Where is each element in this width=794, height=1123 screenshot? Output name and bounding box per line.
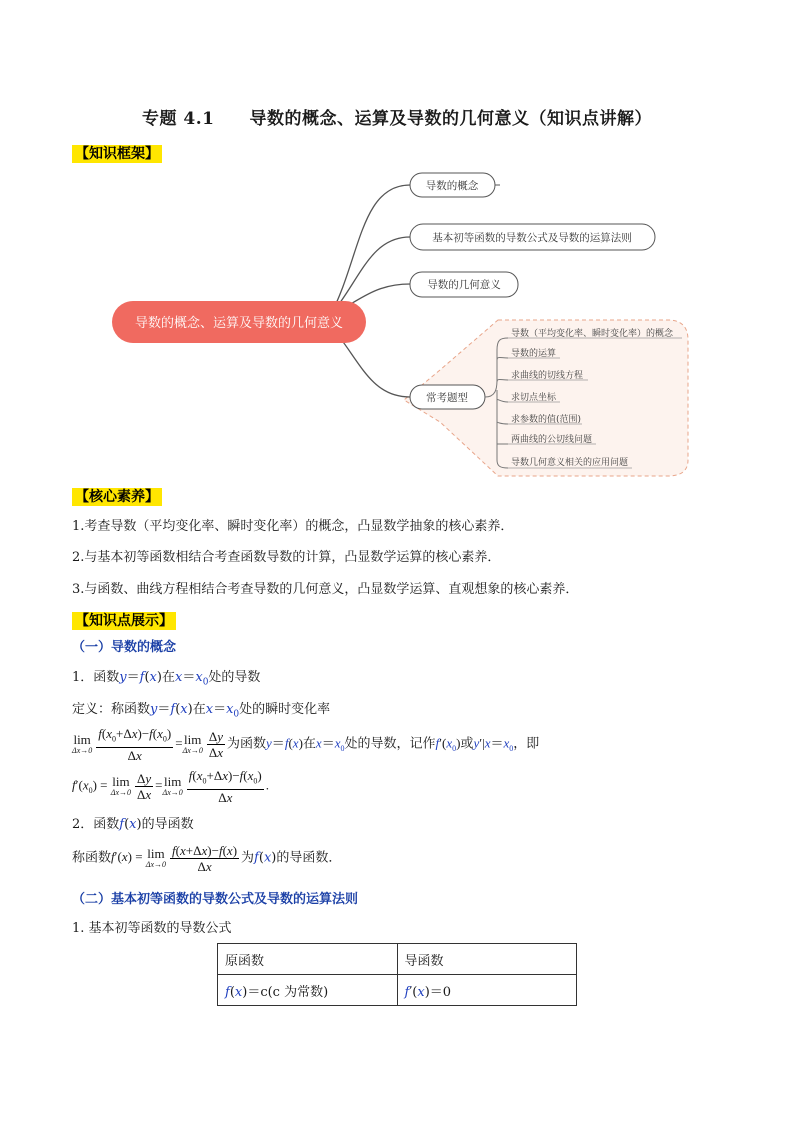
leaf-2: 导数的运算 [511, 349, 557, 359]
section-display [72, 610, 176, 630]
leaf-7: 导数几何意义相关的应用问题 [511, 458, 629, 468]
derivative-at-point-formula: $f'(x_0) = \lim$ Δx→0 $\frac{\Delta y}{\Delta x}$ =lim Δx→0 $\frac{f(x_0+\Delta x)-f(x_0)}{\Delta x}$ . [72, 768, 270, 805]
mind-map [0, 160, 794, 490]
formula-text-5: ，即 [513, 736, 540, 752]
leaf-6: 两曲线的公切线问题 [511, 435, 593, 445]
part2-item1: 1. 基本初等函数的导数公式 [72, 921, 232, 936]
part1-definition: 定义：称函数y＝f(x)在$x=x_0$处的瞬时变化率 [72, 702, 331, 720]
literacy-item-1: 1.考查导数（平均变化率、瞬时变化率）的概念，凸显数学抽象的核心素养． [72, 519, 514, 534]
part2-heading: （二）基本初等函数的导数公式及导数的运算法则 [72, 892, 359, 907]
table-cell-derivative: f′(x)＝0 [397, 975, 577, 1006]
derivative-function-definition: 称函数f′(x) = lim Δx→0 $\frac{f(x+\Delta x)-f(x)}{\Delta x}$ 为f(x)的导函数． [72, 843, 342, 874]
section-literacy [72, 486, 162, 506]
row1-right-text: ＝0 [429, 984, 452, 1000]
table-row [218, 975, 577, 1006]
branch-label-2: 基本初等函数的导数公式及导数的运算法则 [432, 232, 632, 244]
part1-item1-prefix: 1．函数 [72, 670, 120, 685]
part1-item1-suffix: 处的导数 [208, 670, 261, 685]
table-header-original: 原函数 [218, 944, 398, 975]
table-header-row [218, 944, 577, 975]
def-suffix: 处的瞬时变化率 [239, 702, 331, 717]
leaf-4: 求切点坐标 [511, 393, 557, 403]
branch-label-common: 常考题型 [426, 392, 468, 404]
page-title: 专题 4.1 导数的概念、运算及导数的几何意义（知识点讲解） [142, 109, 652, 129]
literacy-item-3: 3.与函数、曲线方程相结合考查导数的几何意义，凸显数学运算、直观想象的核心素养． [72, 582, 579, 597]
section-framework-label: 【知识框架】 [72, 145, 162, 163]
formula-text-2: 在 [302, 736, 316, 752]
item2-def-prefix: 称函数 [72, 850, 112, 866]
table-cell-original: f(x)＝c(c 为常数) [218, 975, 398, 1006]
item2-def-end: 的导函数． [276, 850, 342, 866]
part1-item1: 1．函数y＝f(x)在$x=x_0$处的导数 [72, 670, 261, 688]
derivative-formula-table [217, 943, 577, 1006]
center-node-label: 导数的概念、运算及导数的几何意义 [134, 316, 344, 331]
formula-text-1: 为函数 [227, 736, 267, 752]
literacy-item-2: 2.与基本初等函数相结合考查函数导数的计算，凸显数学运算的核心素养． [72, 550, 501, 565]
section-literacy-label: 【核心素养】 [72, 488, 162, 506]
part1-item1-mid: 在 [161, 670, 175, 685]
branch-label-1: 导数的概念 [425, 180, 479, 192]
part1-heading: （一）导数的概念 [72, 640, 177, 655]
section-display-label: 【知识点展示】 [72, 612, 176, 630]
part1-item2-prefix: 2．函数 [72, 817, 120, 832]
derivative-definition-formula: lim Δx→0 $\frac{f(x_0+\Delta x)-f(x_0)}{\Delta x}$ =lim Δx→0 $\frac{\Delta y}{\Delta x}$ 为函数y＝f(x)在$x=x_0$处的导数，记作$f'(x_0)$或$y'|x=x_0$，即 [72, 726, 540, 763]
row1-left-text: ＝c(c 为常数) [247, 984, 329, 1000]
formula-text-3: 处的导数，记作 [344, 736, 436, 752]
table-header-derivative: 导函数 [397, 944, 577, 975]
part1-item2: 2．函数f(x)的导函数 [72, 817, 194, 832]
leaf-5: 求参数的值(范围) [511, 415, 582, 425]
leaf-1: 导数（平均变化率、瞬时变化率）的概念 [511, 329, 674, 339]
leaf-3: 求曲线的切线方程 [511, 371, 584, 381]
connector-1 [330, 185, 410, 316]
part1-item2-suffix: 的导函数 [141, 817, 194, 832]
item2-def-suffix: 为 [241, 850, 255, 866]
def-prefix: 定义：称函数 [72, 702, 151, 717]
formula-text-4: 或 [460, 736, 474, 752]
branch-label-3: 导数的几何意义 [427, 279, 501, 291]
def-mid: 在 [192, 702, 206, 717]
